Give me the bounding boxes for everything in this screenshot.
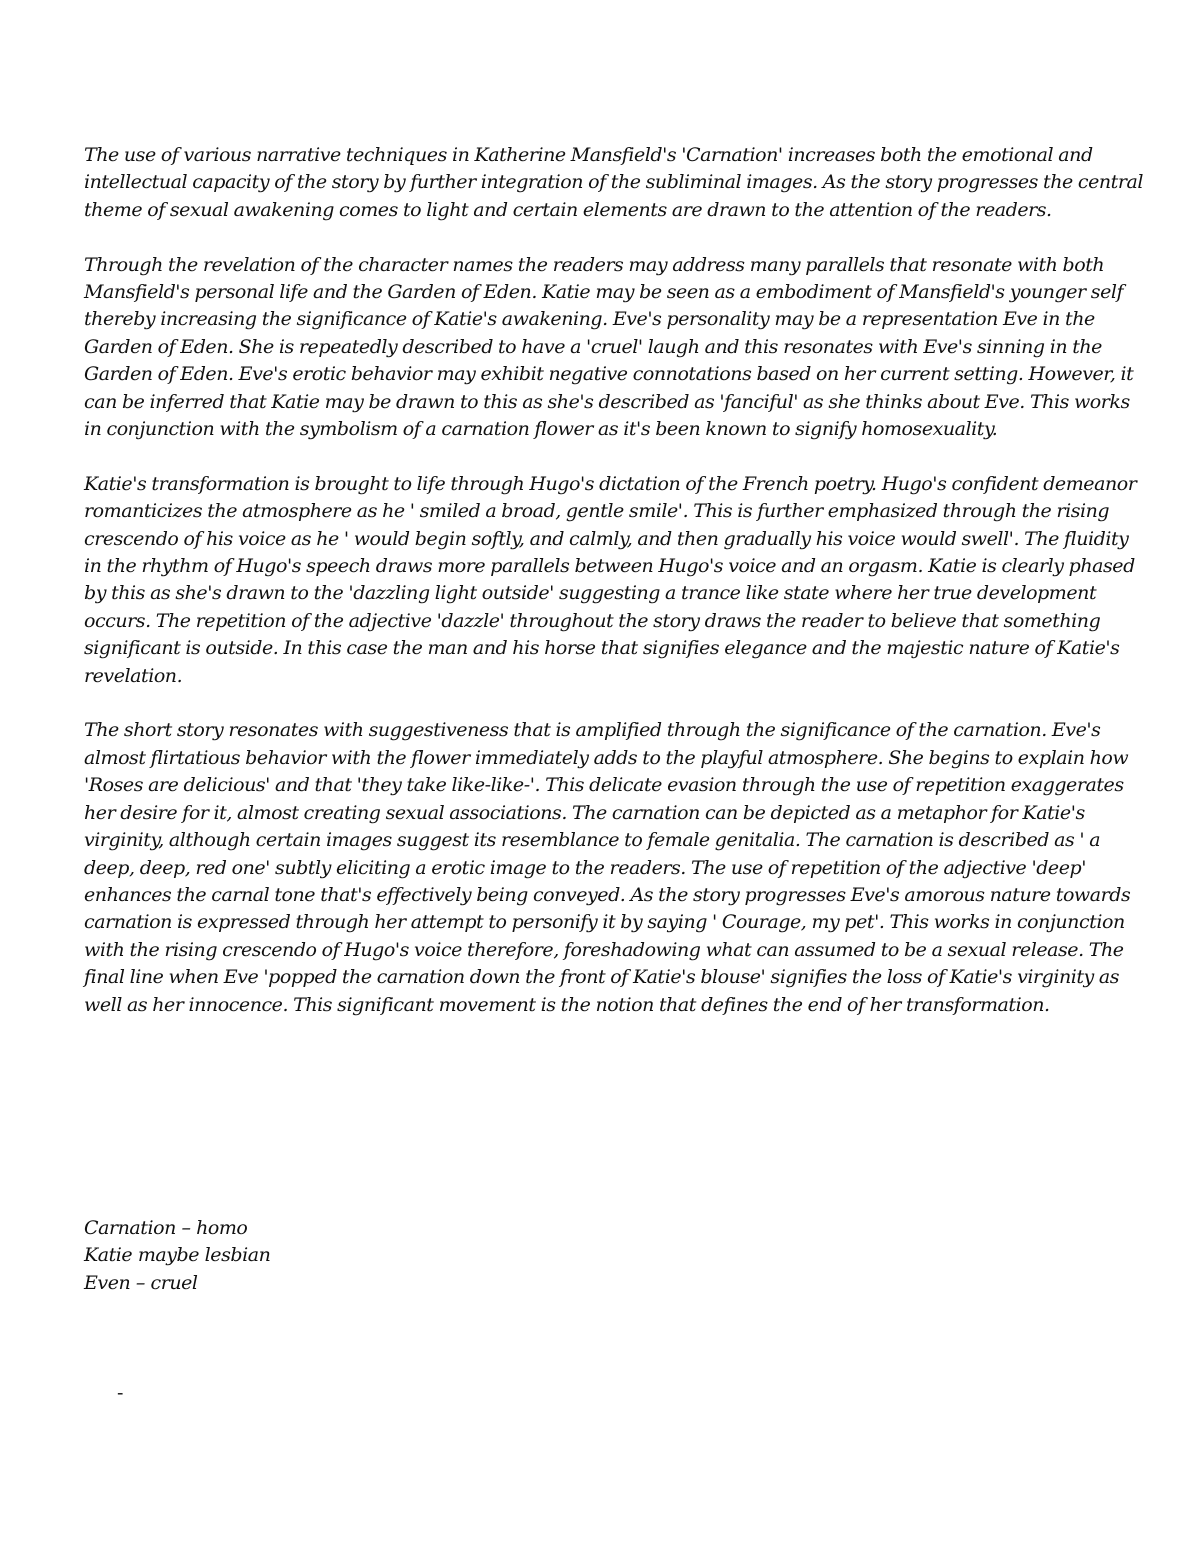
notes-list	[84, 1215, 684, 1297]
paragraph-intro: The use of various narrative techniques in Katherine Mansfield's 'Carnation' increases both the emotional and intellectual capacity of the story by further integration of the subliminal images. As the story progresses the central theme of sexual awakening comes to light and certain elements are drawn to the attention of the readers.	[84, 144, 1144, 221]
paragraph-carnation-symbolism: The short story resonates with suggestiveness that is amplified through the significance of the carnation. Eve's almost flirtatious behavior with the flower immediately adds to the playful atmosphere. She begins to explain how 'Roses are delicious' and that 'they take like-like-'. This delicate evasion through the use of repetition exaggerates her desire for it, almost creating sexual associations. The carnation can be depicted as a metaphor for Katie's virginity, although certain images suggest its resemblance to female genitalia. The carnation is described as ' a deep, deep, red one' subtly eliciting a erotic image to the readers. The use of repetition of the adjective 'deep' enhances the carnal tone that's effectively being conveyed. As the story progresses Eve's amorous nature towards carnation is expressed through her attempt to personify it by saying ' Courage, my pet'. This works in conjunction with the rising crescendo of Hugo's voice therefore, foreshadowing what can assumed to be a sexual release. The final line when Eve 'popped the carnation down the front of Katie's blouse' signifies the loss of Katie's virginity as well as her innocence. This significant movement is the notion that defines the end of her transformation.	[84, 719, 1131, 1016]
stray-dash-mark: -	[117, 1382, 124, 1404]
essay-body	[84, 142, 1144, 1046]
note-line: Carnation – homo	[84, 1217, 248, 1239]
note-line: Katie maybe lesbian	[84, 1244, 271, 1267]
paragraph-character-names: Through the revelation of the character names the readers may address many parallels that resonate with both Mansfield's personal life and the Garden of Eden. Katie may be seen as a embodiment of Mansfield's younger self thereby increasing the significance of Katie's awakening. Eve's personality may be a representation Eve in the Garden of Eden. She is repeatedly described to have a 'cruel' laugh and this resonates with Eve's sinning in the Garden of Eden. Eve's erotic behavior may exhibit negative connotations based on her current setting. However, it can be inferred that Katie may be drawn to this as she's described as 'fanciful' as she thinks about Eve. This works in conjunction with the symbolism of a carnation flower as it's been known to signify homosexuality.	[84, 253, 1134, 441]
note-line: Even – cruel	[84, 1271, 198, 1294]
paragraph-transformation: Katie's transformation is brought to life through Hugo's dictation of the French poetry. Hugo's confident demeanor romanticizes the atmosphere as he ' smiled a broad, gentle smile'. This is further emphasized through the rising crescendo of his voice as he ' would begin softly, and calmly, and then gradually his voice would swell'. The fluidity in the rhythm of Hugo's speech draws more parallels between Hugo's voice and an orgasm. Katie is clearly phased by this as she's drawn to the 'dazzling light outside' suggesting a trance like state where her true development occurs. The repetition of the adjective 'dazzle' throughout the story draws the reader to believe that something significant is outside. In this case the man and his horse that signifies elegance and the majestic nature of Katie's revelation.	[84, 472, 1137, 687]
